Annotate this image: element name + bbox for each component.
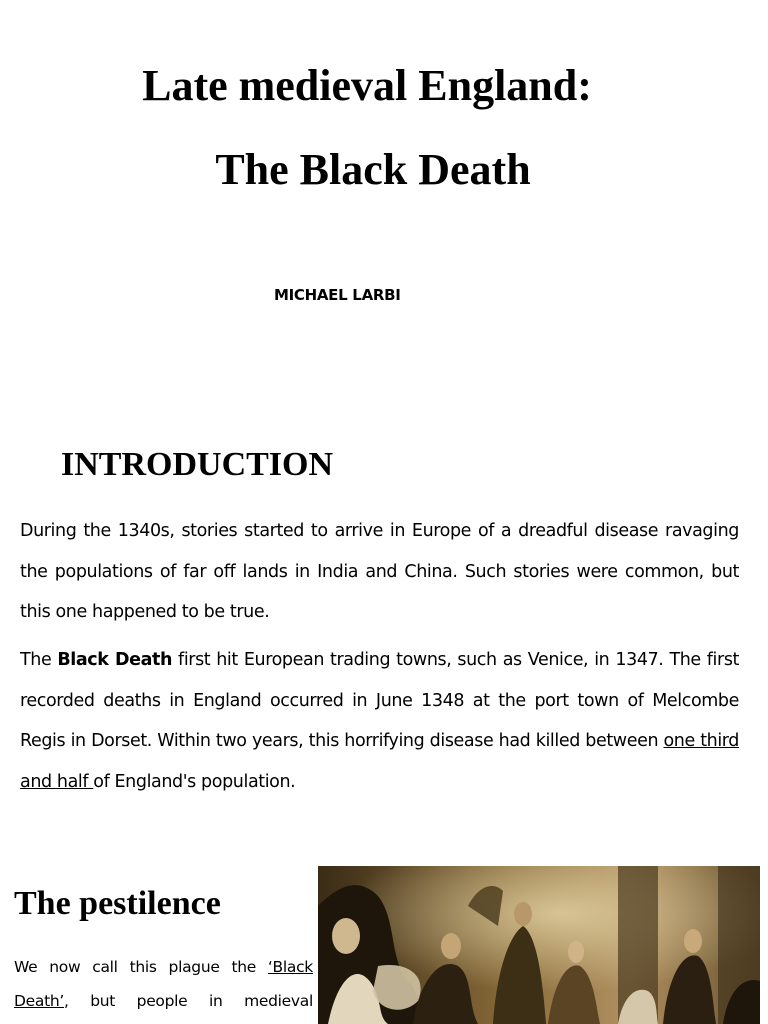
pestilence-paragraph (14, 950, 313, 1018)
black-death-link[interactable]: ‘Black Death’ (14, 958, 313, 1010)
pestilence-heading: The pestilence (14, 885, 221, 922)
plague-painting-artwork (318, 866, 760, 1024)
p2-text-a: The (20, 650, 58, 670)
intro-paragraph-1: During the 1340s, stories started to arrive in Europe of a dreadful disease ravaging the populations of far off lands in India and China. Such stories were common, but this one happened to be true. (20, 521, 739, 622)
author-name: MICHAEL LARBI (274, 286, 401, 304)
document-title-line-2: The Black Death (215, 145, 531, 194)
black-death-term: Black Death (57, 650, 173, 670)
document-title-line-1: Late medieval England: (142, 61, 592, 110)
pestilence-text-a: We now call this plague the (14, 958, 268, 976)
plague-painting-image (318, 866, 760, 1024)
intro-paragraph-2 (20, 640, 739, 802)
population-fraction-underlined: one third and half (20, 731, 740, 792)
introduction-heading: INTRODUCTION (61, 446, 334, 483)
p2-text-c: of England's population. (93, 771, 296, 792)
p2-text-b: first hit European trading towns, such as Venice, in 1347. The first recorded deaths in England occurred in June 1348 at the port town of Melcombe Regis in Dorset. Within two years, this horrifying disease had killed between (20, 650, 739, 751)
pestilence-text-b: , but people in medieval (64, 992, 313, 1010)
